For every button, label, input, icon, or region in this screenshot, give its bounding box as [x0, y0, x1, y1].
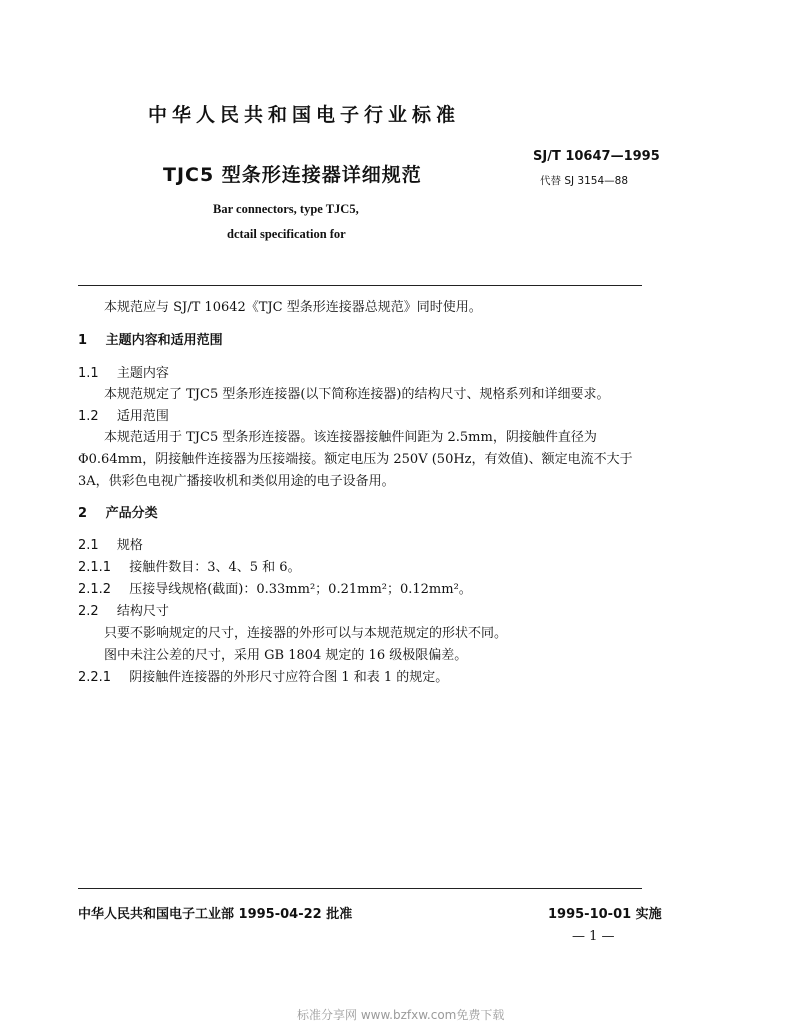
- section-1-2-text-line-3: 3A，供彩色电视广播接收机和类似用途的电子设备用。: [78, 474, 395, 489]
- standard-category-title: 中华人民共和国电子行业标准: [148, 104, 461, 126]
- section-number: 2.1: [78, 538, 99, 553]
- standard-number: SJ/T 10647—1995: [533, 149, 660, 164]
- section-number: 2.2: [78, 604, 99, 619]
- section-2-1-1: [78, 556, 301, 575]
- section-1-2-heading: [78, 405, 169, 424]
- section-number: 2.1.1: [78, 560, 112, 575]
- section-text: 阴接触件连接器的外形尺寸应符合图 1 和表 1 的规定。: [129, 670, 449, 685]
- section-number: 2.2.1: [78, 670, 112, 685]
- section-1-2-text-line-1: 本规范适用于 TJC5 型条形连接器。该连接器接触件间距为 2.5mm，阴接触件直径为: [104, 430, 597, 445]
- section-1-heading: [78, 329, 223, 348]
- implementation-date: 1995-10-01 实施: [548, 907, 662, 922]
- section-2-2-heading: [78, 600, 169, 619]
- section-title: 规格: [116, 538, 143, 553]
- watermark-text: 标准分享网 www.bzfxw.com免费下载: [297, 1008, 505, 1022]
- section-title: 产品分类: [105, 506, 158, 521]
- english-title-line-2: dctail specification for: [227, 227, 346, 241]
- section-number: 2: [78, 506, 88, 521]
- section-title: 主题内容和适用范围: [105, 333, 223, 348]
- section-2-2-text-line-2: 图中未注公差的尺寸，采用 GB 1804 规定的 16 级极限偏差。: [104, 648, 468, 663]
- intro-paragraph: 本规范应与 SJ/T 10642《TJC 型条形连接器总规范》同时使用。: [104, 300, 482, 315]
- section-2-2-text-line-1: 只要不影响规定的尺寸，连接器的外形可以与本规范规定的形状不同。: [104, 626, 508, 641]
- section-title: 适用范围: [116, 409, 169, 424]
- replaces-standard: 代替 SJ 3154—88: [540, 175, 629, 187]
- header-divider: [78, 285, 642, 286]
- section-text: 压接导线规格(截面)：0.33mm²；0.21mm²；0.12mm²。: [129, 582, 472, 597]
- section-number: 1.2: [78, 409, 99, 424]
- section-1-2-text-line-2: Φ0.64mm，阴接触件连接器为压接端接。额定电压为 250V (50Hz，有效值)、额定电流不大于: [78, 452, 633, 467]
- approval-line: 中华人民共和国电子工业部 1995-04-22 批准: [78, 907, 353, 922]
- footer-divider: [78, 888, 642, 889]
- section-2-1-heading: [78, 534, 143, 553]
- section-2-2-1: [78, 666, 448, 685]
- section-title: 主题内容: [116, 366, 169, 381]
- section-title: 结构尺寸: [116, 604, 169, 619]
- document-title: TJC5 型条形连接器详细规范: [163, 164, 422, 186]
- section-number: 1.1: [78, 366, 99, 381]
- section-2-1-2: [78, 578, 472, 597]
- english-title-line-1: Bar connectors, type TJC5,: [213, 202, 359, 216]
- section-2-heading: [78, 502, 158, 521]
- section-1-1-heading: [78, 362, 169, 381]
- section-number: 1: [78, 333, 88, 348]
- page-number: — 1 —: [572, 929, 615, 944]
- section-number: 2.1.2: [78, 582, 112, 597]
- section-1-1-text: 本规范规定了 TJC5 型条形连接器(以下简称连接器)的结构尺寸、规格系列和详细要求。: [104, 387, 610, 402]
- section-text: 接触件数目：3、4、5 和 6。: [129, 560, 301, 575]
